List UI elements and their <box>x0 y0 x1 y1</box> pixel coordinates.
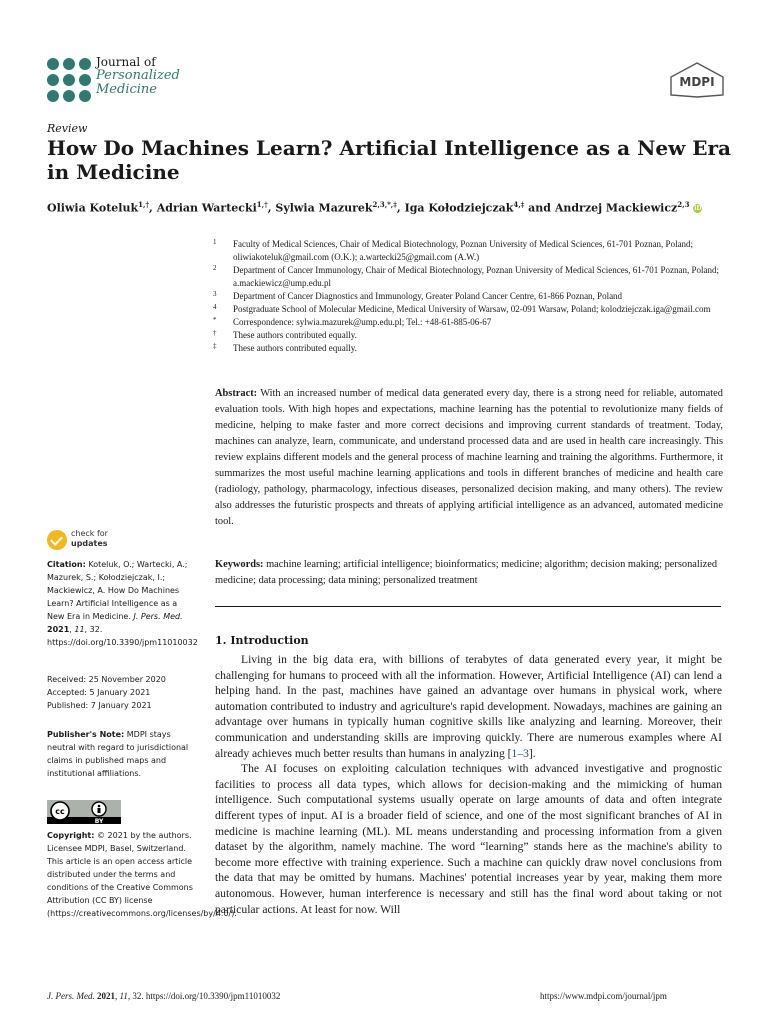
svg-text:BY: BY <box>94 818 104 824</box>
author-sep: , <box>149 201 157 215</box>
footer-doi[interactable]: , 32. https://doi.org/10.3390/jpm11010032 <box>127 991 281 1001</box>
affiliations <box>213 238 728 355</box>
check-for-updates-button[interactable] <box>47 528 127 552</box>
abstract-label: Abstract: <box>215 388 258 399</box>
author-affil-mark: 4,‡ <box>513 200 525 209</box>
journal-name-line1: Journal of <box>96 55 156 69</box>
footer-volume: 11 <box>119 991 128 1001</box>
correspondence <box>213 316 728 329</box>
journal-name-line3: Medicine <box>96 82 157 97</box>
accepted-date: Accepted: 5 January 2021 <box>47 688 151 697</box>
publishers-note <box>47 728 197 780</box>
affiliation-item <box>213 264 728 290</box>
svg-text:MDPI: MDPI <box>679 75 715 89</box>
affiliation-item <box>213 238 728 264</box>
keywords <box>215 557 723 589</box>
citation-text: Koteluk, O.; Wartecki, A.; Mazurek, S.; Kołodziejczak, I.; Mackiewicz, A. How Do Machines Learn? Artificial Intelligence as a New Era in Medicine. <box>47 560 188 621</box>
affiliation-mark: † <box>213 329 217 337</box>
journal-name <box>96 55 180 97</box>
author-name[interactable]: Oliwia Koteluk <box>47 201 139 215</box>
keywords-text: machine learning; artificial intelligence; bioinformatics; medicine; algorithm; decision making; personalized medicine; data processing; data mining; personalized treatment <box>215 559 718 586</box>
affiliation-item <box>213 303 728 316</box>
affiliation-item <box>213 290 728 303</box>
check-updates-text-bold: updates <box>71 539 108 548</box>
affiliation-text: Postgraduate School of Molecular Medicine, Medical University of Warsaw, 02-091 Warsaw, Poland; kolodziejczak.iga@gmail.com <box>233 304 711 314</box>
author-sep: and <box>524 201 555 215</box>
publishers-note-label: Publisher's Note: <box>47 730 125 739</box>
copyright-block <box>47 829 237 920</box>
affiliation-mark: 4 <box>213 303 217 311</box>
published-date: Published: 7 January 2021 <box>47 701 152 710</box>
citation-year: 2021 <box>47 625 70 634</box>
journal-logo-icon <box>47 58 91 102</box>
author-affil-mark: 2,3 <box>677 200 690 209</box>
copyright-label: Copyright: <box>47 831 95 840</box>
section-divider <box>215 606 721 607</box>
publishers-note-text: MDPI stays neutral with regard to jurisdictional claims in published maps and institutional affiliations. <box>47 730 189 778</box>
author-affil-mark: 1,† <box>138 200 150 209</box>
citation-journal: J. Pers. Med. <box>133 612 183 621</box>
footer-citation: J. Pers. Med. 2021, 11, 32. https://doi.org/10.3390/jpm11010032 <box>47 991 281 1001</box>
paragraph <box>215 652 722 761</box>
check-updates-icon <box>47 530 67 550</box>
svg-text:cc: cc <box>55 807 65 816</box>
paragraph: The AI focuses on exploiting calculation techniques with advanced investigative and prognostic facilities to process all data types, which allows for decision-making and the mimicking of human intelligence. Such computational systems usually operate on large amounts of data and often integrate different types of input. AI is a broader field of science, and one of the most significant branches of AI in medicine is machine learning (ML). ML means understanding and processing information from a given dataset by the algorithm, namely machine. The word “learning” stands here as the machine's ability to become more effective with training experience. Such a machine can quickly draw novel conclusions from the data that may be omitted by humans. Machines' potential increases year by year, making them more autonomous. However, human interference is necessary and still has the final word about taking or not particular actions. At least for now. Will <box>215 762 722 916</box>
affiliation-mark: 3 <box>213 290 217 298</box>
mdpi-logo-icon <box>668 62 726 98</box>
affiliation-text: These authors contributed equally. <box>233 330 357 340</box>
introduction-body <box>215 652 722 917</box>
affiliation-mark: 1 <box>213 238 217 246</box>
article-type: Review <box>47 122 88 135</box>
journal-name-line2: Personalized <box>96 68 180 83</box>
paper-title: How Do Machines Learn? Artificial Intelligence as a New Era in Medicine <box>47 136 731 184</box>
author-affil-mark: 1,† <box>256 200 268 209</box>
paragraph-text-end: ]. <box>528 746 536 760</box>
footer-journal: J. Pers. Med. <box>47 991 95 1001</box>
affiliation-mark: * <box>213 316 217 324</box>
author-name[interactable]: Adrian Wartecki <box>156 201 257 215</box>
copyright-text: © 2021 by the authors. Licensee MDPI, Basel, Switzerland. This article is an open access article distributed under the terms and conditions of the Creative Commons Attribution (CC BY) license (https://creativecommons.org/licenses/by/4.0/). <box>47 831 237 918</box>
article-dates <box>47 673 197 712</box>
citation-volume: 11 <box>74 625 85 634</box>
citation-label: Citation: <box>47 560 86 569</box>
author-sep: , <box>267 201 276 215</box>
cc-by-license-icon[interactable] <box>47 800 121 824</box>
affiliation-text: These authors contributed equally. <box>233 343 357 353</box>
equal-contribution-note <box>213 329 728 342</box>
equal-contribution-note <box>213 342 728 355</box>
citation-link[interactable]: 1–3 <box>511 746 529 760</box>
affiliation-text: Correspondence: sylwia.mazurek@ump.edu.pl; Tel.: +48-61-885-06-67 <box>233 317 492 327</box>
author-list <box>47 200 747 215</box>
affiliation-mark: 2 <box>213 264 217 272</box>
received-date: Received: 25 November 2020 <box>47 675 166 684</box>
affiliation-text: Department of Cancer Immunology, Chair of Medical Biotechnology, Poznan University of Medical Sciences, 61-701 Poznan, Poland; a.mackiewicz@ump.edu.pl <box>233 265 719 288</box>
abstract-text: With an increased number of medical data generated every day, there is a strong need for reliable, automated evaluation tools. With high hopes and expectations, machine learning has the potential to revolutionize many fields of medicine, helping to make faster and more correct decisions and improving current standards of treatment. Today, machines can analyze, learn, communicate, and understand processed data and are used in health care increasingly. This review explains different models and the general process of machine learning and training the algorithms. Furthermore, it summarizes the most useful machine learning applications and tools in different branches of medicine and health care (radiology, pathology, pharmacology, infectious diseases, personalized decision making, and many others). The review also addresses the futuristic prospects and threats of applying artificial intelligence as an advanced, automated medicine tool. <box>215 388 723 527</box>
author-name[interactable]: Sylwia Mazurek <box>275 201 373 215</box>
affiliation-text: Faculty of Medical Sciences, Chair of Medical Biotechnology, Poznan University of Medical Sciences, 61-701 Poznan, Poland; oliwiakoteluk@gmail.com (O.K.); a.wartecki25@gmail.com (A.W.) <box>233 239 694 262</box>
affiliation-mark: ‡ <box>213 342 217 350</box>
author-name[interactable]: Andrzej Mackiewicz <box>554 201 678 215</box>
abstract <box>215 386 723 530</box>
author-affil-mark: 2,3,*,‡ <box>372 200 397 209</box>
footer-url[interactable]: https://www.mdpi.com/journal/jpm <box>540 991 667 1001</box>
orcid-icon[interactable]: iD <box>694 205 702 213</box>
footer-year: 2021 <box>96 991 115 1001</box>
author-sep: , <box>396 201 405 215</box>
citation-doi[interactable]: , 32. https://doi.org/10.3390/jpm11010032 <box>47 625 198 647</box>
section-heading: 1. Introduction <box>215 634 309 647</box>
keywords-label: Keywords: <box>215 559 264 570</box>
author-name[interactable]: Iga Kołodziejczak <box>404 201 514 215</box>
check-updates-text: check for <box>71 529 108 538</box>
paragraph-text: Living in the big data era, with billions of terabytes of data generated every year, it might be challenging for humans to proceed with all the information. However, Artificial Intelligence (AI) can lend a helping hand. In the past, machines have gained an advantage over humans in physical work, where automation contributed to industry and agriculture's rapid development. Nowadays, machines are gaining an advantage over humans in typically human cognitive skills like analyzing and learning. Moreover, their communication and understanding skills are improving quickly. There are numerous examples where AI already achieves much better results than humans in analyzing [ <box>215 653 722 760</box>
citation-block: Citation: Koteluk, O.; Wartecki, A.; Mazurek, S.; Kołodziejczak, I.; Mackiewicz, A. How Do Machines Learn? Artificial Intelligence as a New Era in Medicine. J. Pers. Med. 2021, 11, 32. https://doi.org/10.3390/jpm11010032 <box>47 560 198 647</box>
affiliation-text: Department of Cancer Diagnostics and Immunology, Greater Poland Cancer Centre, 61-866 Poznan, Poland <box>233 291 623 301</box>
